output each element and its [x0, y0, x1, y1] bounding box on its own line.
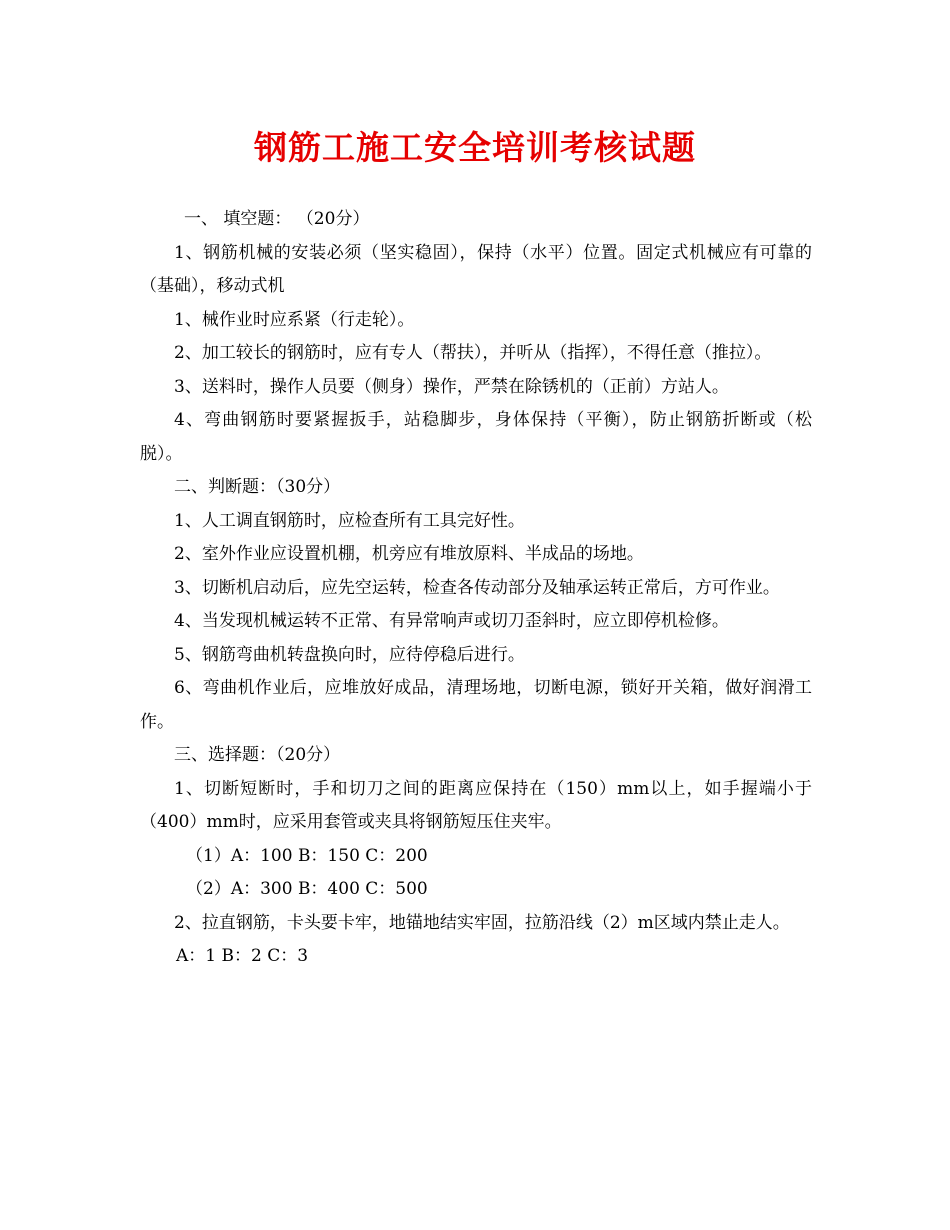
- question-paragraph: 1、钢筋机械的安装必须（坚实稳固），保持（水平）位置。固定式机械应有可靠的（基础），移动式机: [140, 242, 812, 296]
- section-heading-fill-blank: 一、 填空题： （20分）: [184, 209, 370, 229]
- question-paragraph: 6、弯曲机作业后，应堆放好成品，清理场地，切断电源，锁好开关箱，做好润滑工作。: [140, 678, 812, 732]
- document-title: 钢筋工施工安全培训考核试题: [254, 128, 696, 167]
- document-body: [140, 203, 812, 974]
- question-paragraph: 5、钢筋弯曲机转盘换向时，应待停稳后进行。: [174, 644, 525, 665]
- question-paragraph: 2、加工较长的钢筋时，应有专人（帮扶），并听从（指挥），不得任意（推拉）。: [174, 343, 772, 363]
- answer-options: （2）A：300 B：400 C：500: [186, 879, 428, 899]
- question-paragraph: 1、人工调直钢筋时，应检查所有工具完好性。: [174, 510, 525, 531]
- question-paragraph: 2、室外作业应设置机棚，机旁应有堆放原料、半成品的场地。: [174, 544, 644, 564]
- question-paragraph: 3、送料时，操作人员要（侧身）操作，严禁在除锈机的（正前）方站人。: [174, 376, 729, 397]
- section-heading-multiple-choice: 三、选择题：（20分）: [174, 745, 341, 765]
- question-paragraph: 2、拉直钢筋，卡头要卡牢，地锚地结实牢固，拉筋沿线（2）m区域内禁止走人。: [174, 912, 790, 933]
- section-heading-true-false: 二、判断题：（30分）: [174, 477, 341, 497]
- question-paragraph: 3、切断机启动后，应先空运转，检查各传动部分及轴承运转正常后，方可作业。: [174, 577, 780, 598]
- question-paragraph: 1、切断短断时，手和切刀之间的距离应保持在（150）mm以上，如手握端小于（400）mm时，应采用套管或夹具将钢筋短压住夹牢。: [140, 778, 812, 832]
- question-paragraph: 4、当发现机械运转不正常、有异常响声或切刀歪斜时，应立即停机检修。: [174, 611, 729, 631]
- question-paragraph: 1、械作业时应系紧（行走轮）。: [174, 309, 415, 330]
- answer-options: A：1 B：2 C：3: [176, 946, 309, 966]
- question-paragraph: 4、弯曲钢筋时要紧握扳手，站稳脚步，身体保持（平衡），防止钢筋折断或（松脱）。: [140, 410, 812, 464]
- answer-options: （1）A：100 B：150 C：200: [186, 845, 428, 866]
